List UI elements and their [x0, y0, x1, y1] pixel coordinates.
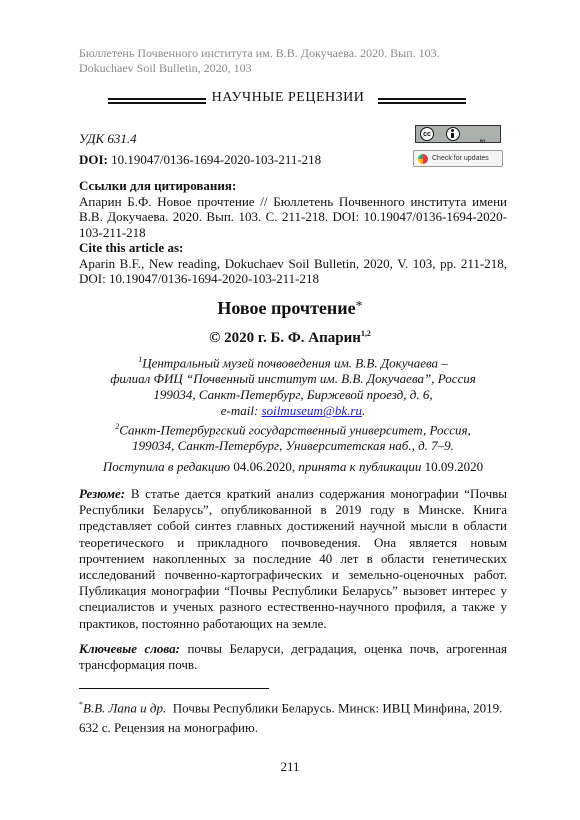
by-label: BY [480, 138, 486, 143]
affiliation-2-line-1: Санкт-Петербургский государственный университет, Россия, [119, 422, 471, 438]
article-title-text: Новое прочтение [217, 298, 356, 318]
affiliation-2 [79, 419, 507, 454]
email-link[interactable]: soilmuseum@bk.ru [261, 403, 362, 419]
check-for-updates-label: Check for updates [432, 155, 489, 162]
footnote [79, 695, 507, 738]
journal-header-ru: Бюллетень Почвенного института им. В.В. Докучаева. 2020. Вып. 103. [79, 46, 440, 60]
journal-header [79, 46, 519, 76]
received-date: 04.06.2020, [233, 459, 296, 474]
article-title [0, 298, 580, 319]
doi [79, 152, 321, 168]
section-title: НАУЧНЫЕ РЕЦЕНЗИИ [211, 90, 365, 105]
footnote-mark: * [79, 700, 83, 709]
doi-value: 10.19047/0136-1694-2020-103-211-218 [111, 152, 322, 167]
received-label: Поступила в редакцию [102, 459, 231, 474]
accepted-date: 10.09.2020 [424, 459, 484, 474]
cc-by-license-badge[interactable] [415, 125, 501, 143]
citation-ru-heading: Ссылки для цитирования: [79, 178, 237, 193]
affiliation-2-num: 2 [115, 422, 120, 431]
abstract [79, 486, 507, 632]
affiliation-1: $^1$Центральный музей почвоведения им. В.В. Докучаева – филиал ФИЦ “Почвенный институт им. В.В. Докучаева”, Россия 199034, Санкт-Петербург, Биржевой проезд, д. 6, e-mail: soilmuseum@bk.ru. [79, 352, 507, 419]
citation-block [79, 178, 507, 287]
citation-en-text: Aparin B.F., New reading, Dokuchaev Soil Bulletin, 2020, V. 103, pp. 211-218, DOI: 10.19047/0136-1694-2020-103-211-218 [79, 255, 507, 286]
footnote-divider [79, 688, 269, 689]
doi-label: DOI: [79, 152, 108, 167]
crossmark-icon [418, 154, 428, 164]
keywords [79, 641, 507, 673]
abstract-text: В статье дается краткий анализ содержания монографии “Почвы Республики Беларусь”, опубликованной в 2019 году в Минске. Книга представляет собой синтез главных достижений научной мысли в области теоретического и прикладного почвоведения. Она является новым прочтением накопленных за последние 40 лет в области генетических исследований почвенно-картографических и земельно-оценочных работ. Публикация монографии “Почвы Республики Беларусь” вызовет интерес у специалистов и ученых разного естественно-научного профиля, а также у практиков, постоянно работающих на земле. [79, 486, 507, 631]
affiliation-1-line-2: филиал ФИЦ “Почвенный институт им. В.В. Докучаева”, Россия [110, 371, 476, 387]
citation-en-heading: Cite this article as: [79, 240, 184, 255]
page-number: 211 [280, 759, 300, 774]
accepted-label: принята к публикации [298, 459, 422, 474]
creative-commons-icon: cc [420, 127, 434, 141]
affiliation-1-num: 1 [138, 355, 143, 364]
title-footnote-mark: * [355, 299, 363, 314]
journal-header-en: Dokuchaev Soil Bulletin, 2020, 103 [79, 61, 252, 75]
footnote-authors: В.В. Лапа и др. [83, 700, 167, 716]
affiliation-1-line-1: Центральный музей почвоведения им. В.В. Докучаева – [142, 355, 448, 371]
udk-code: УДК 631.4 [79, 131, 137, 146]
email-label: e-mail: [220, 403, 259, 419]
check-for-updates-button[interactable] [413, 150, 503, 167]
author-line [0, 329, 580, 347]
keywords-text: почвы Беларуси, деградация, оценка почв, агрогенная трансформация почв. [79, 641, 507, 673]
attribution-icon [446, 127, 460, 141]
footnote-text: Почвы Республики Беларусь. Минск: ИВЦ Минфина, 2019. 632 с. Рецензия на монографию. [79, 700, 503, 736]
citation-ru-text: Апарин Б.Ф. Новое прочтение // Бюллетень Почвенного института имени В.В. Докучаева. 2020. Вып. 103. С. 211-218. DOI: 10.19047/0136-1694-2020-103-211-218 [79, 193, 507, 240]
submission-dates [79, 459, 507, 475]
abstract-label: Резюме: [79, 486, 126, 501]
affiliation-2-line-2: 199034, Санкт-Петербург, Университетская наб., д. 7–9. [132, 438, 454, 454]
author-affiliation-marks: 1,2 [360, 329, 371, 338]
author-name: © 2020 г. Б. Ф. Апарин [209, 330, 361, 346]
affiliation-1-line-3: 199034, Санкт-Петербург, Биржевой проезд, д. 6, [153, 387, 433, 403]
keywords-label: Ключевые слова: [79, 641, 180, 656]
